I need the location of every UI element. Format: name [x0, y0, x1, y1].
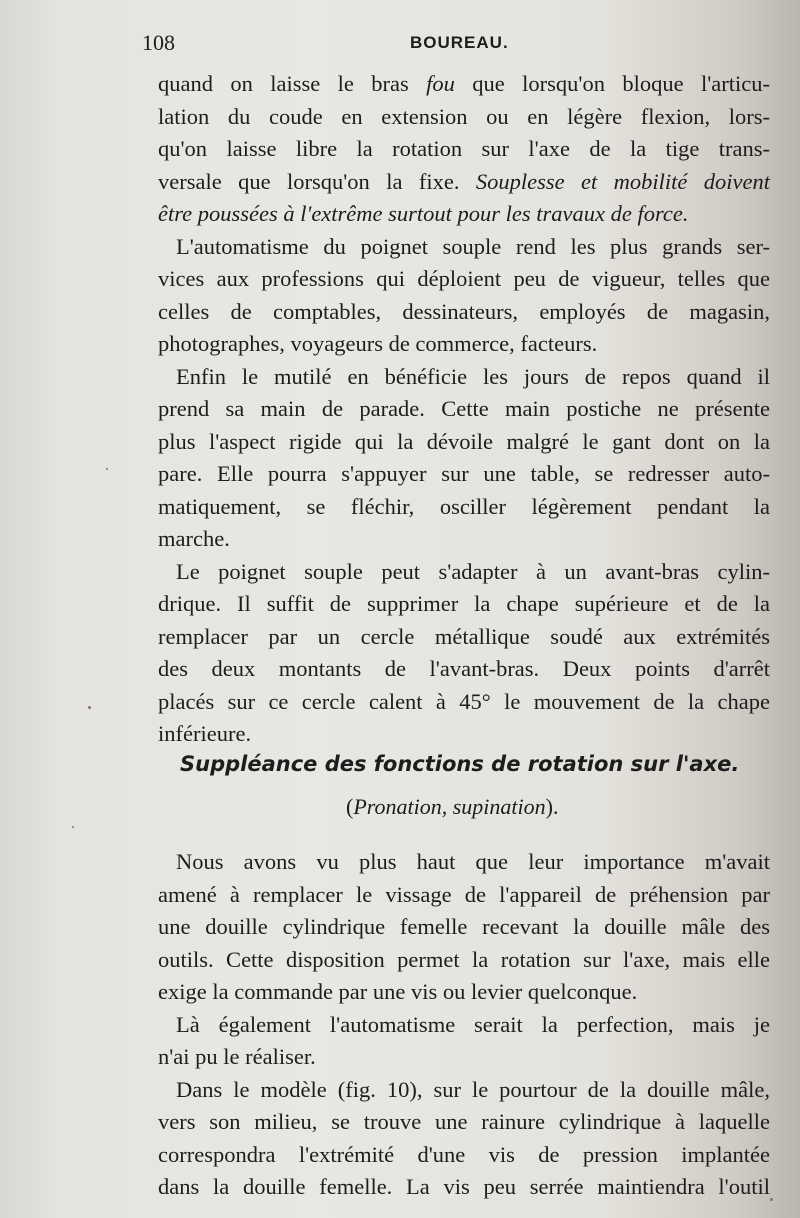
body-text-top [158, 68, 770, 751]
text-line: plus l'aspect rigide qui la dévoile malgré le gant dont on la [158, 428, 770, 454]
section-subheading: (Pronation, supination). [346, 794, 559, 819]
text-line: marche. [158, 526, 230, 551]
scan-speck [72, 826, 74, 828]
text-line: Là également l'automatisme serait la perfection, mais je [176, 1011, 770, 1037]
text-line: drique. Il suffit de supprimer la chape supérieure et de la [158, 591, 770, 616]
text-line: Enfin le mutilé en bénéficie les jours de repos quand il [176, 363, 770, 389]
text-line: quand on laisse le bras fou que lorsqu'on bloque l'articu- [158, 71, 770, 96]
scan-speck [106, 468, 108, 470]
text-line: amené à remplacer le vissage de l'appareil de préhension par [158, 881, 770, 907]
text-line: remplacer par un cercle métallique soudé aux extrémités [158, 623, 770, 649]
text-line: prend sa main de parade. Cette main postiche ne présente [158, 396, 770, 421]
running-title: BOUREAU. [410, 33, 509, 52]
text-line: Dans le modèle (fig. 10), sur le pourtour de la douille mâle, [176, 1076, 770, 1102]
text-line: Nous avons vu plus haut que leur importance m'avait [176, 849, 770, 874]
text-line: pare. Elle pourra s'appuyer sur une table, se redresser auto- [158, 461, 770, 486]
text-line: qu'on laisse libre la rotation sur l'axe de la tige trans- [158, 136, 770, 161]
text-line: vices aux professions qui déploient peu de vigueur, telles que [158, 266, 770, 291]
text-line: lation du coude en extension ou en légère flexion, lors- [158, 103, 770, 129]
text-line: placés sur ce cercle calent à 45° le mouvement de la chape [158, 688, 770, 714]
text-line: n'ai pu le réaliser. [158, 1044, 316, 1069]
text-line: exige la commande par une vis ou levier quelconque. [158, 979, 638, 1004]
text-line: une douille cylindrique femelle recevant la douille mâle des [158, 914, 770, 939]
page-number: 108 [142, 30, 175, 55]
text-line: L'automatisme du poignet souple rend les plus grands ser- [176, 233, 770, 259]
text-line: matiquement, se fléchir, osciller légèrement pendant la [158, 493, 770, 519]
body-text-bottom [158, 846, 770, 1204]
text-line: photographes, voyageurs de commerce, facteurs. [158, 331, 598, 356]
section-heading: Suppléance des fonctions de rotation sur l'axe. [180, 752, 740, 776]
subheading-italic: Pronation, supination [353, 794, 546, 819]
text-line: dans la douille femelle. La vis peu serrée maintiendra l'outil [158, 1174, 770, 1199]
text-line: inférieure. [158, 721, 252, 746]
text-line: être poussées à l'extrême surtout pour les travaux de force. [158, 201, 689, 226]
text-line: Le poignet souple peut s'adapter à un avant-bras cylin- [176, 558, 770, 584]
scan-speck [88, 706, 91, 709]
text-line: vers son milieu, se trouve une rainure cylindrique à laquelle [158, 1109, 770, 1134]
scan-speck [770, 1198, 773, 1201]
text-line: versale que lorsqu'on la fixe. Souplesse et mobilité doivent [158, 168, 771, 194]
text-line: des deux montants de l'avant-bras. Deux points d'arrêt [158, 656, 770, 681]
text-line: celles de comptables, dessinateurs, employés de magasin, [158, 298, 770, 324]
running-head [142, 30, 772, 60]
text-line: outils. Cette disposition permet la rotation sur l'axe, mais elle [158, 946, 770, 972]
text-line: correspondra l'extrémité d'une vis de pression implantée [158, 1141, 770, 1167]
